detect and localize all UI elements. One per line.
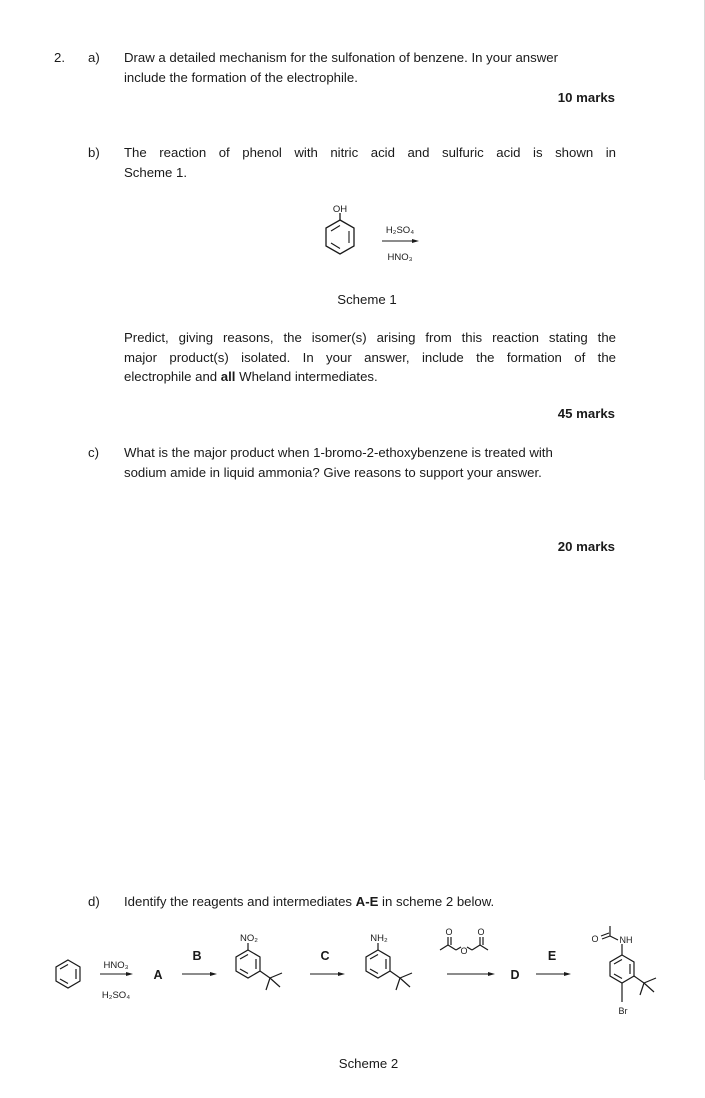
benzene-structure [56, 960, 80, 988]
part-b-predict-line-3: electrophile and all Wheland intermediates. [124, 369, 378, 384]
phenol-oh-label: OH [332, 204, 348, 215]
scheme-1-caption: Scheme 1 [337, 292, 397, 307]
label-A: A [153, 968, 163, 982]
amino-tert-butylbenzene-structure [366, 943, 412, 990]
scheme-1-reagent-bottom: HNO₃ [387, 252, 413, 263]
amino-group-label: NH₂ [370, 933, 388, 944]
anhydride-bridging-o: O [460, 946, 468, 956]
scheme-1-diagram [300, 196, 440, 276]
scheme-2-reagent-hno3: HNO₃ [103, 960, 129, 971]
arrow-5-head [564, 972, 571, 976]
part-c-line-2: sodium amide in liquid ammonia? Give reasons to support your answer. [124, 464, 542, 480]
nitro-group-label: NO₂ [240, 933, 258, 944]
part-a-label: a) [88, 50, 100, 65]
part-b-marks: 45 marks [557, 406, 615, 421]
anhydride-carbonyl-o-1: O [445, 927, 453, 937]
arrow-1-head [126, 972, 133, 976]
phenol-structure [326, 204, 354, 254]
part-d-label: d) [88, 894, 100, 909]
part-b-line-2: Scheme 1. [124, 164, 188, 180]
part-b-text [124, 143, 616, 182]
question-number: 2. [54, 50, 65, 65]
part-b-predict-line-1: Predict, giving reasons, the isomer(s) arising from this reaction stating the [124, 330, 616, 345]
emphasis-all: all [220, 369, 236, 384]
product-carbonyl-o: O [591, 934, 599, 944]
nitro-tert-butylbenzene-structure [236, 943, 282, 990]
part-a-marks: 10 marks [557, 90, 615, 105]
part-b-predict-text [124, 328, 616, 387]
scheme-1-reagent-top: H₂SO₄ [385, 225, 415, 236]
part-a-line-1: Draw a detailed mechanism for the sulfonation of benzene. In your answer [124, 50, 558, 65]
label-D: D [510, 968, 520, 982]
part-c-line-1: What is the major product when 1-bromo-2-ethoxybenzene is treated with [124, 445, 553, 460]
part-b-predict-line-2: major product(s) isolated. In your answer, include the formation of the [124, 349, 616, 365]
part-b-line-1: The reaction of phenol with nitric acid and sulfuric acid is shown in [124, 145, 616, 160]
scheme-2-reagent-h2so4: H₂SO₄ [101, 990, 131, 1001]
label-E: E [547, 949, 557, 963]
label-C: C [320, 949, 330, 963]
label-B: B [192, 949, 202, 963]
arrow-2-head [210, 972, 217, 976]
emphasis-a-e: A-E [355, 894, 379, 909]
part-b-label: b) [88, 145, 100, 160]
phenol-ring [326, 220, 354, 254]
scheme-2-caption: Scheme 2 [338, 1056, 399, 1071]
arrow-3-head [338, 972, 345, 976]
product-br-label: Br [618, 1006, 628, 1016]
part-d-text: Identify the reagents and intermediates A-E in scheme 2 below. [124, 894, 495, 909]
product-nh-label: NH [619, 935, 633, 945]
scheme-2-diagram [0, 910, 705, 1030]
part-a-text [124, 48, 616, 87]
part-c-marks: 20 marks [557, 539, 615, 554]
part-c-label: c) [88, 445, 99, 460]
part-c-text [124, 443, 616, 482]
scheme-1-arrowhead [412, 239, 419, 243]
arrow-4-head [488, 972, 495, 976]
anhydride-carbonyl-o-2: O [477, 927, 485, 937]
part-a-line-2: include the formation of the electrophile. [124, 69, 358, 85]
